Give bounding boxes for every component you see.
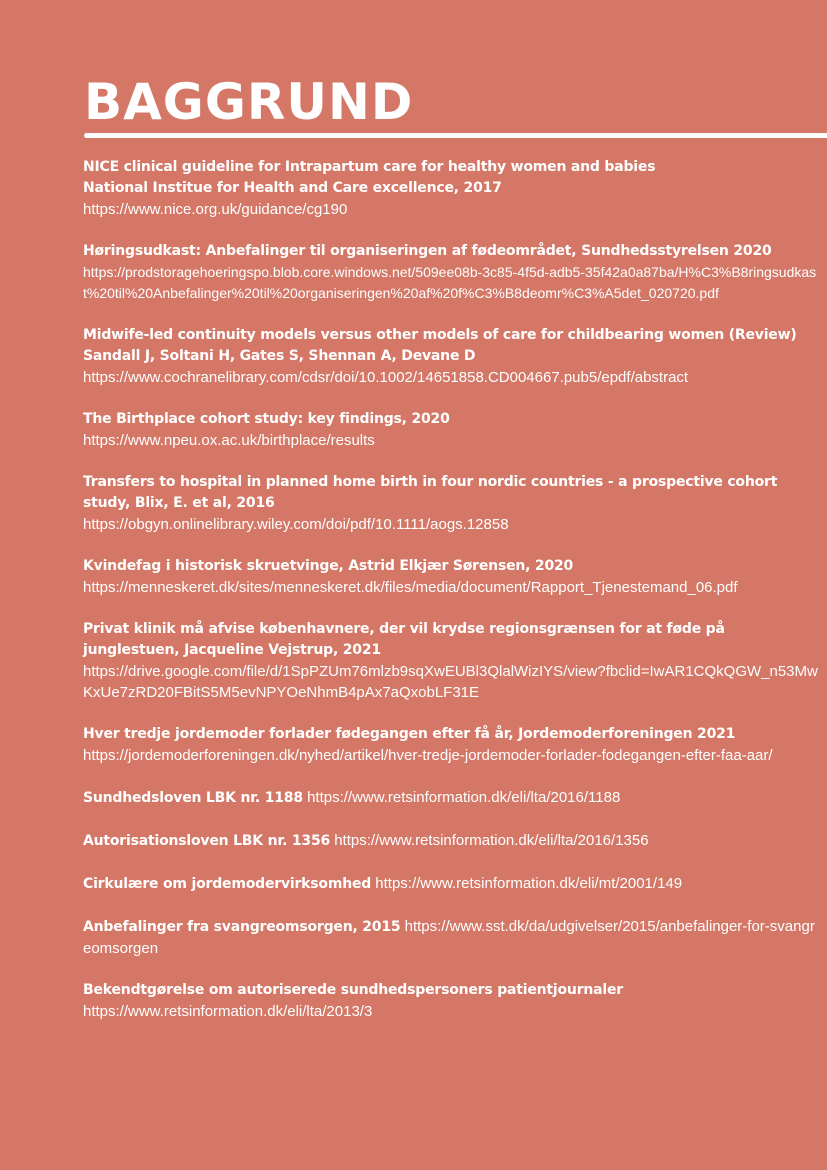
reference-link[interactable]: https://www.retsinformation.dk/eli/lta/2016/1188	[307, 789, 621, 806]
reference-item-kvindefag	[83, 556, 819, 598]
reference-item-sundhedsloven	[83, 787, 819, 809]
reference-title: Autorisationsloven LBK nr. 1356	[83, 833, 331, 849]
reference-title: Cirkulære om jordemodervirksomhed	[83, 876, 372, 892]
reference-link[interactable]: https://jordemoderforeningen.dk/nyhed/artikel/hver-tredje-jordemoder-forlader-fodegangen-efter-faa-aar/	[83, 747, 773, 764]
reference-title: NICE clinical guideline for Intrapartum care for healthy women and babies	[83, 159, 656, 175]
reference-item-midwife-led	[83, 325, 819, 388]
reference-title: Sundhedsloven LBK nr. 1188	[83, 790, 303, 806]
reference-link[interactable]: https://obgyn.onlinelibrary.wiley.com/doi/pdf/10.1111/aogs.12858	[83, 516, 509, 533]
reference-title: The Birthplace cohort study: key findings, 2020	[83, 411, 450, 427]
reference-title: Høringsudkast: Anbefalinger til organiseringen af fødeområdet, Sundhedsstyrelsen 2020	[83, 243, 772, 259]
reference-item-autorisationsloven	[83, 830, 819, 852]
reference-link[interactable]: https://www.npeu.ox.ac.uk/birthplace/results	[83, 432, 375, 449]
reference-link[interactable]: https://www.retsinformation.dk/eli/mt/2001/149	[375, 875, 683, 892]
reference-item-anbefalinger-svangreomsorgen	[83, 916, 819, 959]
reference-list	[83, 157, 819, 1043]
page-title: BAGGRUND	[84, 73, 414, 131]
reference-title: Anbefalinger fra svangreomsorgen, 2015	[83, 919, 401, 935]
reference-title: Privat klinik må afvise københavnere, der vil krydse regionsgrænsen for at føde på junglestuen, Jacqueline Vejstrup, 2021	[83, 621, 725, 658]
reference-title: Midwife-led continuity models versus other models of care for childbearing women (Review)	[83, 327, 797, 343]
reference-item-cirkulaere	[83, 873, 819, 895]
reference-item-transfers	[83, 472, 819, 535]
reference-title: Bekendtgørelse om autoriserede sundhedspersoners patientjournaler	[83, 982, 624, 998]
reference-item-bekendtgoerelse	[83, 980, 819, 1022]
reference-link[interactable]: https://drive.google.com/file/d/1SpPZUm76mlzb9sqXwEUBl3QlalWizIYS/view?fbclid=IwAR1CQkQGW_n53MwKxUe7zRD20FBitS5M5evNPYOeNhmB4pAx7aQxobLF31E	[83, 663, 818, 701]
reference-source: National Institue for Health and Care excellence, 2017	[83, 180, 502, 196]
title-divider	[84, 133, 827, 138]
reference-item-hoeringsudkast	[83, 241, 819, 304]
reference-item-nice	[83, 157, 819, 220]
reference-link[interactable]: https://www.retsinformation.dk/eli/lta/2016/1356	[334, 832, 649, 849]
reference-item-privat-klinik	[83, 619, 819, 703]
reference-authors: Sandall J, Soltani H, Gates S, Shennan A, Devane D	[83, 348, 476, 364]
reference-item-birthplace	[83, 409, 819, 451]
reference-title: Transfers to hospital in planned home birth in four nordic countries - a prospective cohort study, Blix, E. et al, 2016	[83, 474, 778, 511]
reference-link[interactable]: https://www.nice.org.uk/guidance/cg190	[83, 201, 348, 218]
reference-title: Hver tredje jordemoder forlader fødegangen efter få år, Jordemoderforeningen 2021	[83, 726, 736, 742]
reference-item-hver-tredje	[83, 724, 819, 766]
reference-title: Kvindefag i historisk skruetvinge, Astrid Elkjær Sørensen, 2020	[83, 558, 574, 574]
reference-link[interactable]: https://menneskeret.dk/sites/menneskeret.dk/files/media/document/Rapport_Tjenestemand_06.pdf	[83, 579, 738, 596]
reference-link[interactable]: https://www.cochranelibrary.com/cdsr/doi/10.1002/14651858.CD004667.pub5/epdf/abstract	[83, 369, 689, 386]
reference-link[interactable]: https://prodstoragehoeringspo.blob.core.windows.net/509ee08b-3c85-4f5d-adb5-35f42a0a87ba/H%C3%B8ringsudkast%20til%20Anbefalinger%20til%20organiseringen%20af%20f%C3%B8deomr%C3%A5det_020720.pdf	[83, 264, 817, 301]
reference-link[interactable]: https://www.sst.dk/da/udgivelser/2015/anbefalinger-for-svangreomsorgen	[83, 918, 815, 957]
reference-link[interactable]: https://www.retsinformation.dk/eli/lta/2013/3	[83, 1003, 373, 1020]
